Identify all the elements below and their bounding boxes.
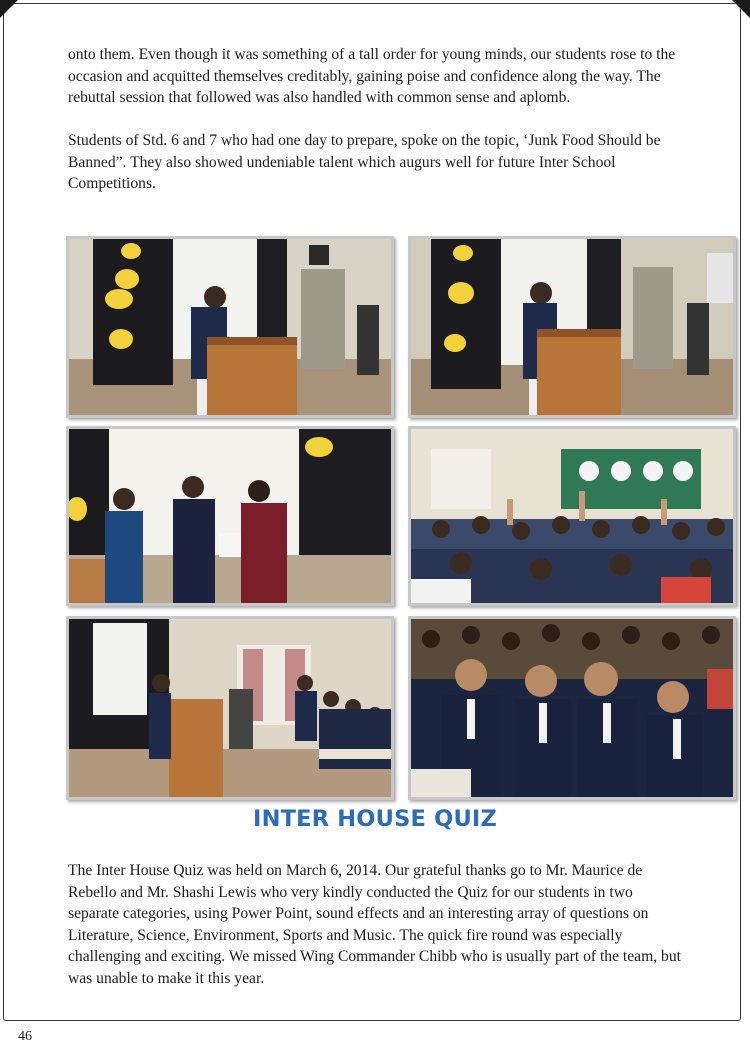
section-heading-inter-house-quiz: INTER HOUSE QUIZ: [253, 806, 497, 832]
photo-grid: [66, 236, 738, 802]
quiz-paragraph: The Inter House Quiz was held on March 6, 2014. Our grateful thanks go to Mr. Maurice de Rebello and Mr. Shashi Lewis who very kindly conducted the Quiz for our students in two separate categories, using Power Point, sound effects and an interesting array of questions on Literature, Science, Environment, Sports and Music. The quick fire round was especially challenging and exciting. We missed Wing Commander Chibb who is usually part of the team, but was unable to make it this year.: [68, 862, 681, 987]
photo-audience-raising-hands: [408, 426, 736, 606]
photo-debate-hall: [66, 616, 394, 800]
photo-seated-students: [408, 616, 736, 800]
photo-speaker-podium-1: [66, 236, 394, 418]
corner-decoration-left: [0, 0, 18, 18]
corner-decoration-right: [732, 0, 750, 18]
photo-certificate-presentation: [66, 426, 394, 606]
photo-speaker-podium-2: [408, 236, 736, 418]
junior-debate-paragraph: Students of Std. 6 and 7 who had one day to prepare, spoke on the topic, ‘Junk Food Should be Banned”. They also showed undeniable talent which augurs well for future Inter School Competitions.: [68, 132, 661, 192]
page-number: 46: [18, 1029, 32, 1044]
intro-paragraph: onto them. Even though it was something of a tall order for young minds, our students rose to the occasion and acquitted themselves creditably, gaining poise and confidence along the way. The rebuttal session that followed was also handled with common sense and aplomb.: [68, 46, 676, 106]
